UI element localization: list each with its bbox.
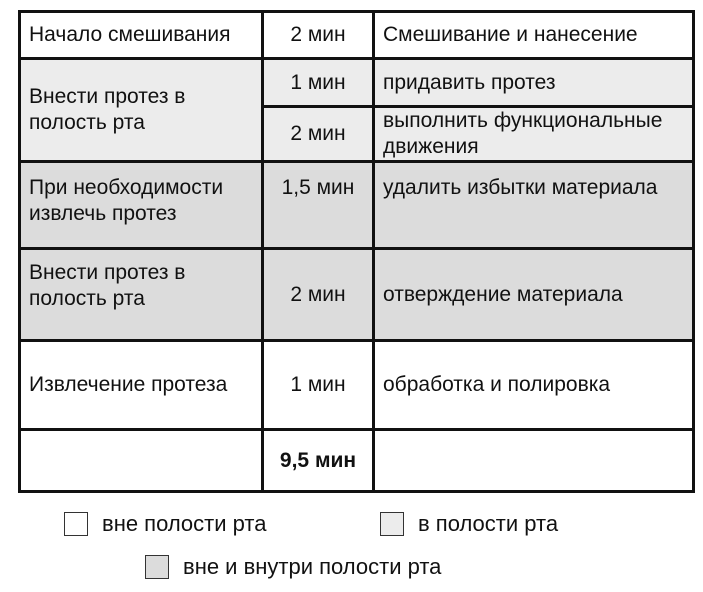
table-row-total — [20, 430, 694, 492]
legend-item-inside — [380, 511, 558, 537]
legend-label-outside: вне полости рта — [102, 511, 267, 536]
light-gray-swatch — [380, 512, 404, 536]
empty-cell — [20, 430, 263, 492]
legend-label-inside: в полости рта — [418, 511, 559, 536]
table-row — [20, 249, 694, 341]
mid-gray-swatch — [145, 555, 169, 579]
action-cell: удалить избытки материала — [374, 162, 694, 249]
time-cell: 2 мин — [263, 107, 374, 162]
step-cell: Начало смешивания — [20, 12, 263, 59]
table-row — [20, 162, 694, 249]
empty-cell — [374, 430, 694, 492]
step-cell: Внести протез в полость рта — [20, 59, 263, 162]
action-cell: выполнить функциональные движения — [374, 107, 694, 162]
table-row — [20, 12, 694, 59]
step-cell: Извлечение протеза — [20, 341, 263, 430]
time-cell: 2 мин — [263, 12, 374, 59]
total-time-cell: 9,5 мин — [263, 430, 374, 492]
step-cell: При необходимости извлечь протез — [20, 162, 263, 249]
table-row — [20, 341, 694, 430]
time-cell: 2 мин — [263, 249, 374, 341]
procedure-table — [18, 10, 695, 493]
time-cell: 1 мин — [263, 59, 374, 107]
table-row — [20, 59, 694, 107]
white-swatch — [64, 512, 88, 536]
action-cell: придавить протез — [374, 59, 694, 107]
legend-label-both: вне и внутри полости рта — [183, 554, 442, 579]
legend-item-outside — [64, 511, 266, 537]
legend-item-both — [145, 554, 441, 580]
time-cell: 1 мин — [263, 341, 374, 430]
action-cell: Смешивание и нанесение — [374, 12, 694, 59]
action-cell: обработка и полировка — [374, 341, 694, 430]
step-cell: Внести протез в полость рта — [20, 249, 263, 341]
time-cell: 1,5 мин — [263, 162, 374, 249]
action-cell: отверждение материала — [374, 249, 694, 341]
